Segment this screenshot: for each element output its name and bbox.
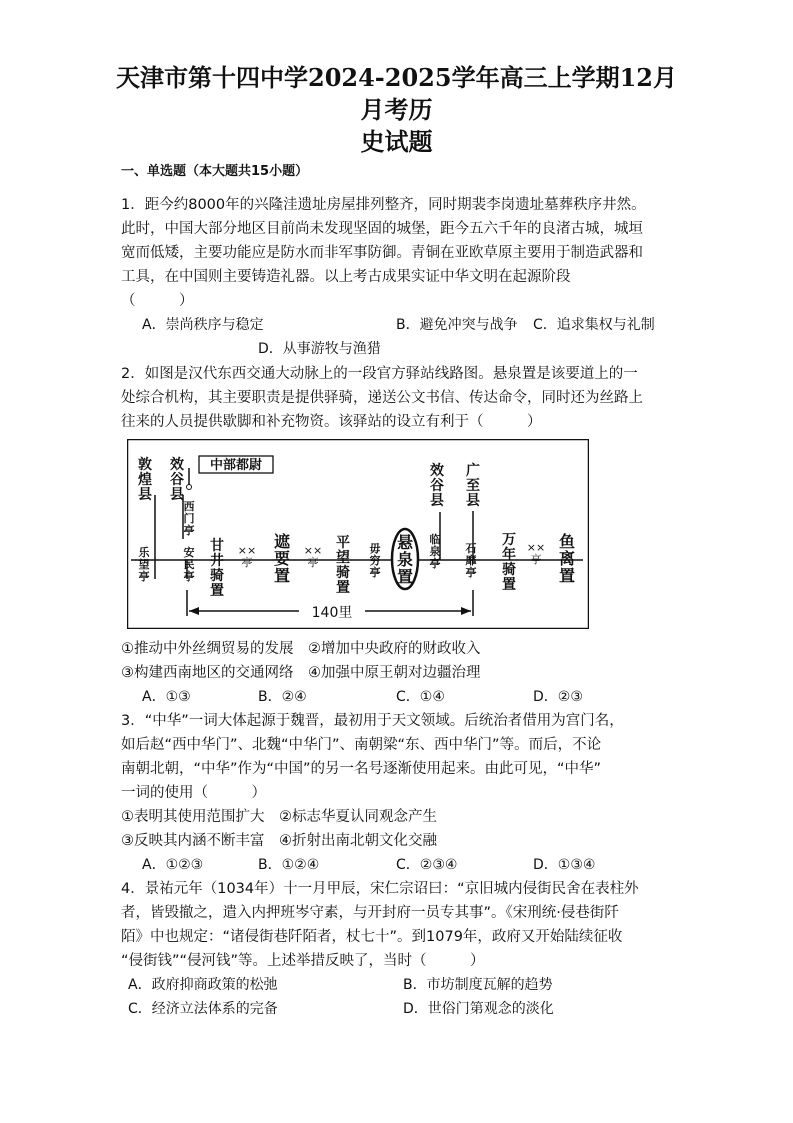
q2-statement: ①推动中外丝绸贸易的发展 ②增加中央政府的财政收入 bbox=[121, 641, 481, 657]
relay-station-route-map bbox=[127, 439, 589, 629]
q3-option-b[interactable]: B．①②④ bbox=[258, 857, 320, 873]
distance-label: 140里 bbox=[311, 605, 353, 621]
q3-option-c[interactable]: C．②③④ bbox=[396, 857, 458, 873]
q1-option-a[interactable]: A．崇尚秩序与稳定 bbox=[142, 317, 264, 333]
station-label-shimi: 石靡亭 bbox=[465, 542, 477, 579]
title-line-1: 天津市第十四中学2024-2025学年高三上学期12月月考历 bbox=[116, 63, 677, 124]
station-label-guangzhi: 广至县 bbox=[466, 463, 480, 509]
station-label-lewang: 乐望亭 bbox=[138, 546, 150, 583]
exam-title bbox=[110, 62, 683, 158]
q3-line: 一词的使用（ ） bbox=[121, 785, 266, 801]
q2-statement: ③构建西南地区的交通网络 ④加强中原王朝对边疆治理 bbox=[121, 665, 481, 681]
station-label-wuqiong: 毋穷亭 bbox=[369, 542, 381, 579]
q3-statement: ③反映其内涵不断丰富 ④折射出南北朝文化交融 bbox=[121, 833, 437, 849]
station-label-dunhuang: 敦煌县 bbox=[138, 457, 152, 503]
q2-option-b[interactable]: B．②④ bbox=[258, 689, 307, 705]
q4-option-c[interactable]: C．经济立法体系的完备 bbox=[128, 1001, 278, 1017]
station-label-xx2: ××亭 bbox=[303, 544, 323, 569]
station-label-pingwang: 平望骑置 bbox=[336, 535, 350, 596]
q4-option-b[interactable]: B．市坊制度瓦解的趋势 bbox=[403, 977, 553, 993]
q1-option-c[interactable]: C．追求集权与礼制 bbox=[533, 317, 655, 333]
q4-line: 陌》中也规定：“诸侵街巷阡陌者，杖七十”。到1079年，政府又开始陆续征收 bbox=[121, 929, 623, 945]
q3-line: 3．“中华”一词大体起源于魏晋，最初用于天文领域。后统治者借用为宫门名， bbox=[121, 713, 624, 729]
q1-line: 1．距今约8000年的兴隆洼遗址房屋排列整齐，同时期裴李岗遗址墓葬秩序井然。 bbox=[121, 197, 646, 213]
q2-option-a[interactable]: A．①③ bbox=[142, 689, 191, 705]
q2-line: 往来的人员提供歇脚和补充物资。该驿站的设立有利于（ ） bbox=[121, 414, 542, 430]
q3-option-d[interactable]: D．①③④ bbox=[533, 857, 596, 873]
q1-line: 此时，中国大部分地区目前尚未发现坚固的城堡，距今五六千年的良渚古城，城垣 bbox=[121, 221, 643, 237]
station-label-ganjing: 甘井骑置 bbox=[210, 538, 224, 599]
section-heading: 一、单选题（本大题共15小题） bbox=[121, 164, 309, 179]
q2-line: 处综合机构，其主要职责是提供驿骑，递送公文书信、传达命令，同时还为丝路上 bbox=[121, 390, 643, 406]
q1-line: 宽而低矮，主要功能应是防水而非军事防御。青铜在亚欧草原主要用于制造武器和 bbox=[121, 245, 643, 261]
station-label-xuanquan: 悬泉置 bbox=[396, 533, 414, 586]
station-label-ximen: 西门亭 bbox=[183, 500, 195, 537]
station-label-zheyao: 遮要置 bbox=[273, 532, 291, 585]
q3-line: 如后赵“西中华门”、北魏“中华门”、南朝梁“东、西中华门”等。而后，不论 bbox=[121, 737, 602, 753]
station-label-wannian: 万年骑置 bbox=[502, 532, 516, 593]
station-label-anmin: 安民亭 bbox=[183, 546, 195, 583]
q4-option-d[interactable]: D．世俗门第观念的淡化 bbox=[403, 1001, 554, 1017]
q2-line: 2．如图是汉代东西交通大动脉上的一段官方驿站线路图。悬泉置是该要道上的一 bbox=[121, 366, 638, 382]
zhongbu-label: 中部都尉 bbox=[209, 458, 263, 473]
q4-line: 者，皆毁撤之，遣入内押班岑守素，与开封府一员专其事”。《宋刑统·侵巷街阡 bbox=[121, 905, 619, 921]
station-label-xiaogu-left: 效谷县 bbox=[170, 457, 184, 503]
title-line-2: 史试题 bbox=[360, 127, 433, 156]
station-label-linquan: 临泉亭 bbox=[429, 533, 441, 570]
q4-option-a[interactable]: A．政府抑商政策的松弛 bbox=[128, 977, 278, 993]
q1-line: （ ） bbox=[121, 293, 194, 309]
station-label-xiaogu-right: 效谷县 bbox=[430, 463, 444, 509]
q2-option-d[interactable]: D．②③ bbox=[533, 689, 583, 705]
q1-option-d[interactable]: D．从事游牧与渔猎 bbox=[258, 341, 381, 357]
q2-option-c[interactable]: C．①④ bbox=[396, 689, 445, 705]
station-label-yuli: 鱼离置 bbox=[558, 532, 576, 585]
q1-line: 工具，在中国则主要铸造礼器。以上考古成果实证中华文明在起源阶段 bbox=[121, 269, 571, 285]
q3-line: 南朝北朝，“中华”作为“中国”的另一名号逐渐使用起来。由此可见，“中华” bbox=[121, 761, 602, 777]
q3-statement: ①表明其使用范围扩大 ②标志华夏认同观念产生 bbox=[121, 809, 437, 825]
station-label-xx1: ××亭 bbox=[237, 544, 257, 569]
station-label-xx3: ××亭 bbox=[526, 541, 546, 566]
q3-option-a[interactable]: A．①②③ bbox=[142, 857, 204, 873]
q1-option-b[interactable]: B．避免冲突与战争 bbox=[396, 317, 518, 333]
q4-line: “侵街钱”“侵河钱”等。上述举措反映了，当时（ ） bbox=[121, 953, 485, 969]
q4-line: 4．景祐元年（1034年）十一月甲辰，宋仁宗诏曰：“京旧城内侵街民舍在表柱外 bbox=[121, 881, 639, 897]
